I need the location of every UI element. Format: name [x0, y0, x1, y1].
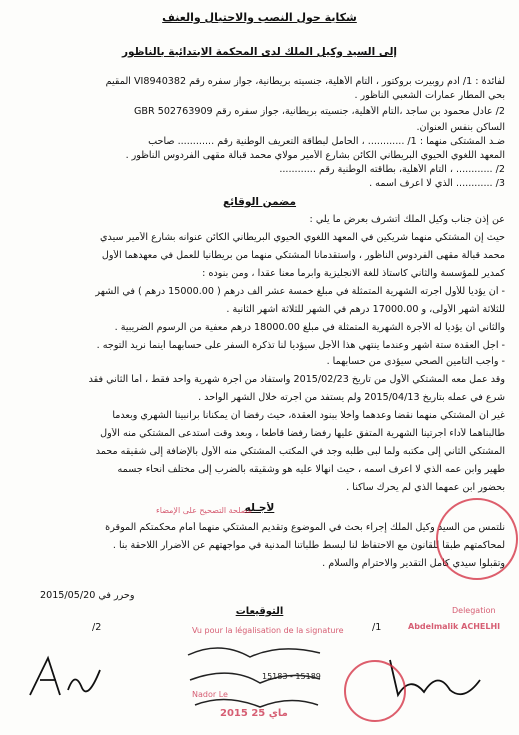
- party-2-line: 2/ عادل محمود بن ساجد ،التام الأهلية، جنسيته بريطانية، جواز سفره رقم GBR 502763909: [133, 106, 505, 117]
- facts-paragraph-line: للثلاثة أشهر الأولى، و 17000.00 درهم في الشهر للثلاثة أشهر الثانية .: [226, 304, 505, 315]
- signature-left-image: [20, 640, 110, 710]
- round-stamp-right: [436, 498, 518, 580]
- signature-number-2: /2: [92, 622, 102, 633]
- addressee: إلى السيد وكيل الملك لدى المحكمة الابتدائية بالناظور: [121, 46, 398, 58]
- request-line: لمحاكمتهم طبقا للقانون مع الاحتفاظ لنا لبسط طلباتنا المدنية في مواجهتهم عن الأضرار اللاحقة بنا .: [112, 540, 505, 551]
- stamp-lettering: 2015 ماي 25: [220, 708, 288, 719]
- party-2-address: الساكن بنفس العنوان.: [416, 122, 505, 133]
- facts-paragraph-line: - أن يؤديا للأول أجرته الشهرية المتمثلة في مبلغ خمسة عشر ألف درهم ( 15000.00 درهم ) في الشهر: [95, 286, 505, 297]
- facts-paragraph-line: حيث إن المشتكي منهما شريكين في المعهد اللغوي الحيوي البريطاني الكائن عنوانه بشارع الأمير سيدي: [100, 232, 505, 243]
- facts-paragraph-line: وقد عمل معه المشتكي الأول من تاريخ 2015/02/23 واستفاد من أجرة شهرية واحد فقط ، أما الثاني فقد: [88, 374, 505, 385]
- facts-paragraph-line: والثاني أن يؤديا له الأجرة الشهرية المتمثلة في مبلغ 18000.00 درهم معفية من الرسوم الضريبية .: [114, 322, 505, 333]
- facts-paragraph-line: بحضور ابن عمهما الذي لم يحرك ساكنا .: [346, 482, 505, 493]
- defendant-1-line: ضـد المشتكى منهما : 1/ ............ ، الحامل لبطاقة التعريف الوطنية رقم ............ صاحب: [148, 136, 505, 147]
- round-stamp-bottom: [344, 660, 406, 722]
- party-1-line: لفائدة : 1/ ادم روبيرت بروكتور ، التام الأهلية، جنسيته بريطانية، جواز سفره رقم VI8940382 المقيم: [105, 76, 505, 87]
- request-closing: وتقبلوا سيدي كامل التقدير والاحترام والسلام .: [322, 558, 505, 569]
- facts-heading: مضمن الوقائع: [222, 196, 297, 208]
- defendant-3-line: 3/ ............ الذي لا اعرف اسمه .: [369, 178, 505, 189]
- document-title: شكاية حول النصب والاحتيال والعنف: [162, 12, 357, 24]
- stamp-lettering: Vu pour la légalisation de la signature: [192, 626, 344, 635]
- facts-intro: عن إذن جناب وكيل الملك أتشرف بعرض ما يلي :: [309, 214, 505, 225]
- stamp-lettering: Nador Le: [192, 690, 228, 699]
- facts-paragraph-line: كمدير للمؤسسة والثاني كأستاذ للغة الانجليزية وابرما معنا عقدا ، ومن بنوده :: [202, 268, 505, 279]
- signatures-heading: التوقيعات: [235, 606, 284, 617]
- defendant-1-address: المعهد اللغوي الحيوي البريطاني الكائن بشارع الأمير مولاي محمد قبالة مقهى الفردوس الناظور .: [125, 150, 505, 161]
- stamp-lettering: 15183 - 15189: [262, 672, 321, 681]
- request-line: نلتمس من السيد وكيل الملك إجراء بحث في الموضوع وتقديم المشتكي منهما أمام محكمتكم الموقرة: [105, 522, 505, 533]
- facts-paragraph-line: محمد قبالة مقهى الفردوس الناظور ، واستقدمانا المشتكي منهما من بريطانيا للعمل في معهدهما الأول: [101, 250, 505, 261]
- stamp-lettering: Delegation: [452, 606, 496, 615]
- facts-paragraph-line: طهير وابن عمه الذي لا اعرف اسمه ، حيث انهالا عليه هو وشقيقه بالضرب إلى مختلف أنحاء جسمه: [117, 464, 505, 475]
- facts-paragraph-line: طالبناهما لأداء أجرتينا الشهرية المتفق عليها رفضا رفضا قاطعا ، وبعد وقت استدعى المشتكي منه الأول: [100, 428, 505, 439]
- defendant-2-line: 2/ ............ ، التام الأهلية، بطاقته الوطنية رقم ............: [279, 164, 505, 175]
- signature-number-1: /1: [372, 622, 382, 633]
- facts-paragraph-line: - اجل العقدة ستة أشهر وعندما ينتهي هذا الأجل سيؤديا لنا تذكرة السفر على حسابهما أينما نريد التوجه .: [96, 340, 505, 351]
- party-1-address: بحي المطار عمارات الشعبي الناظور .: [354, 90, 505, 101]
- facts-paragraph-line: شرع في عمله بتاريخ 2015/04/13 ولم يستفد من أجرته خلال الشهر الواحد .: [198, 392, 505, 403]
- stamp-lettering: Abdelmalik ACHELHI: [408, 622, 501, 631]
- facts-paragraph-line: غير أن المشتكي منهما نقضا وعدهما وأخلا ببنود العقدة، حيث رفضا أن يمكنانا برانبينا الشهري وبعدما: [112, 410, 505, 421]
- request-heading: لأجـله: [244, 502, 275, 514]
- stamp-lettering: مصلحة التصحيح على الإمضاء: [156, 506, 253, 515]
- facts-paragraph-line: المشتكي الثاني إلى مكتبه ولما لبى طلبه وجد في المكتب المشتكي منه الأول بالإضافة إلى شقيقه محمد: [95, 446, 505, 457]
- facts-paragraph-line: - واجب التامين الصحي سيؤدى من حسابهما .: [326, 356, 505, 367]
- date-line: وحرر في 2015/05/20: [40, 590, 135, 601]
